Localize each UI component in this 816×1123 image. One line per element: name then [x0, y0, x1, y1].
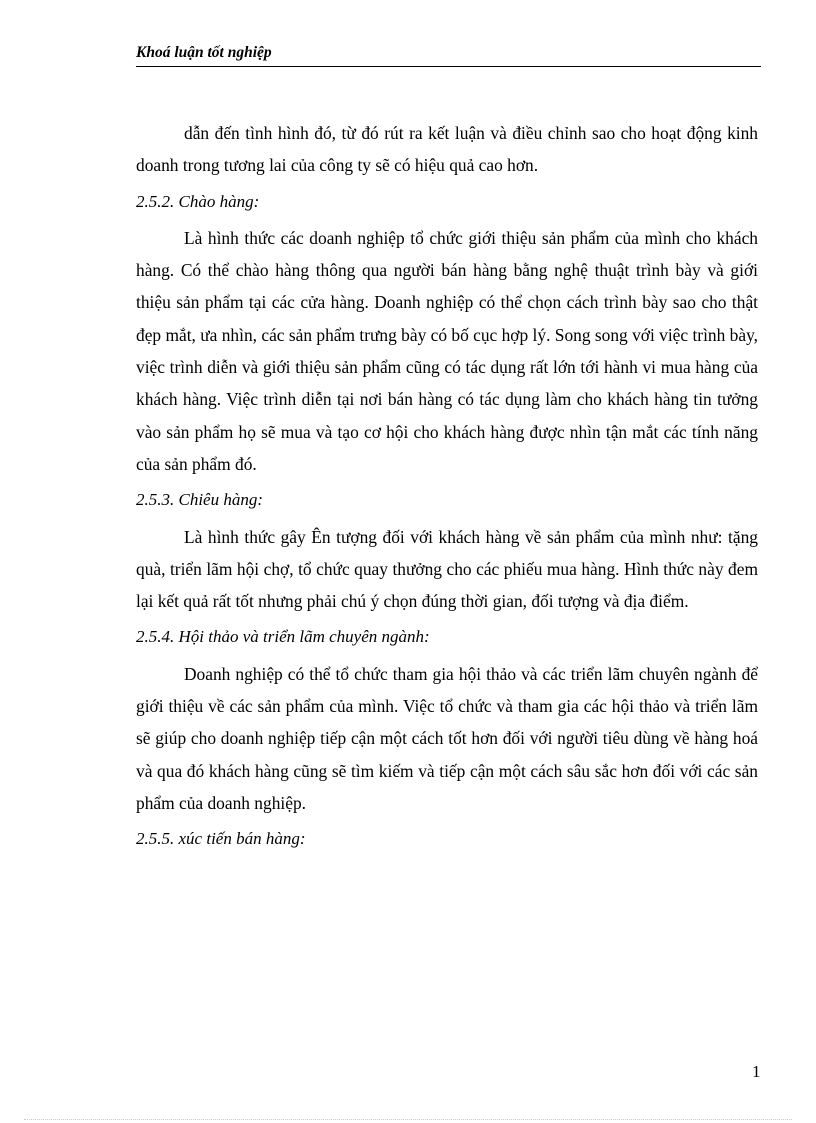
- paragraph-continuation: dẫn đến tình hình đó, từ đó rút ra kết luận và điều chỉnh sao cho hoạt động kinh doanh trong tương lai của công ty sẽ có hiệu quả cao hơn.: [136, 123, 758, 176]
- page-bottom-divider: [24, 1119, 792, 1120]
- paragraph-hoi-thao: Doanh nghiệp có thể tổ chức tham gia hội thảo và các triển lãm chuyên ngành để giới thiệu về các sản phẩm của mình. Việc tổ chức và tham gia các hội thảo và triển lãm sẽ giúp cho doanh nghiệp tiếp cận một cách tốt hơn đối với người tiêu dùng về hàng hoá và qua đó khách hàng cũng sẽ tìm kiếm và tiếp cận một cách sâu sắc hơn đối với các sản phẩm của doanh nghiệp.: [136, 663, 758, 813]
- header-title: Khoá luận tốt nghiệp: [136, 44, 272, 61]
- section-heading-2-5-4: 2.5.4. Hội thảo và triển lãm chuyên ngành:: [136, 627, 430, 647]
- section-heading-2-5-3: 2.5.3. Chiêu hàng:: [136, 490, 264, 510]
- paragraph-chao-hang: Là hình thức các doanh nghiệp tổ chức giới thiệu sản phẩm của mình cho khách hàng. Có thể chào hàng thông qua người bán hàng bằng nghệ thuật trình bày và giới thiệu sản phẩm tại các cửa hàng. Doanh nghiệp có thể chọn cách trình bày sao cho thật đẹp mắt, ưa nhìn, các sản phẩm trưng bày có bố cục hợp lý. Song song với việc trình bày, việc trình diễn và giới thiệu sản phẩm cũng có tác dụng rất lớn tới hành vi mua hàng của khách hàng. Việc trình diễn tại nơi bán hàng có tác dụng làm cho khách hàng tin tưởng vào sản phẩm họ sẽ mua và tạo cơ hội cho khách hàng được nhìn tận mắt các tính năng của sản phẩm đó.: [136, 227, 758, 474]
- document-body: [136, 117, 758, 860]
- section-heading-2-5-5: 2.5.5. xúc tiến bán hàng:: [136, 829, 306, 849]
- section-heading-2-5-2: 2.5.2. Chào hàng:: [136, 191, 260, 211]
- page-number: 1: [752, 1062, 761, 1081]
- running-header: [136, 44, 761, 67]
- paragraph-chieu-hang: Là hình thức gây Ên tượng đối với khách hàng về sản phẩm của mình như: tặng quà, triển lãm hội chợ, tổ chức quay thưởng cho các phiếu mua hàng. Hình thức này đem lại kết quả rất tốt nhưng phải chú ý chọn đúng thời gian, đối tượng và địa điểm.: [136, 526, 758, 612]
